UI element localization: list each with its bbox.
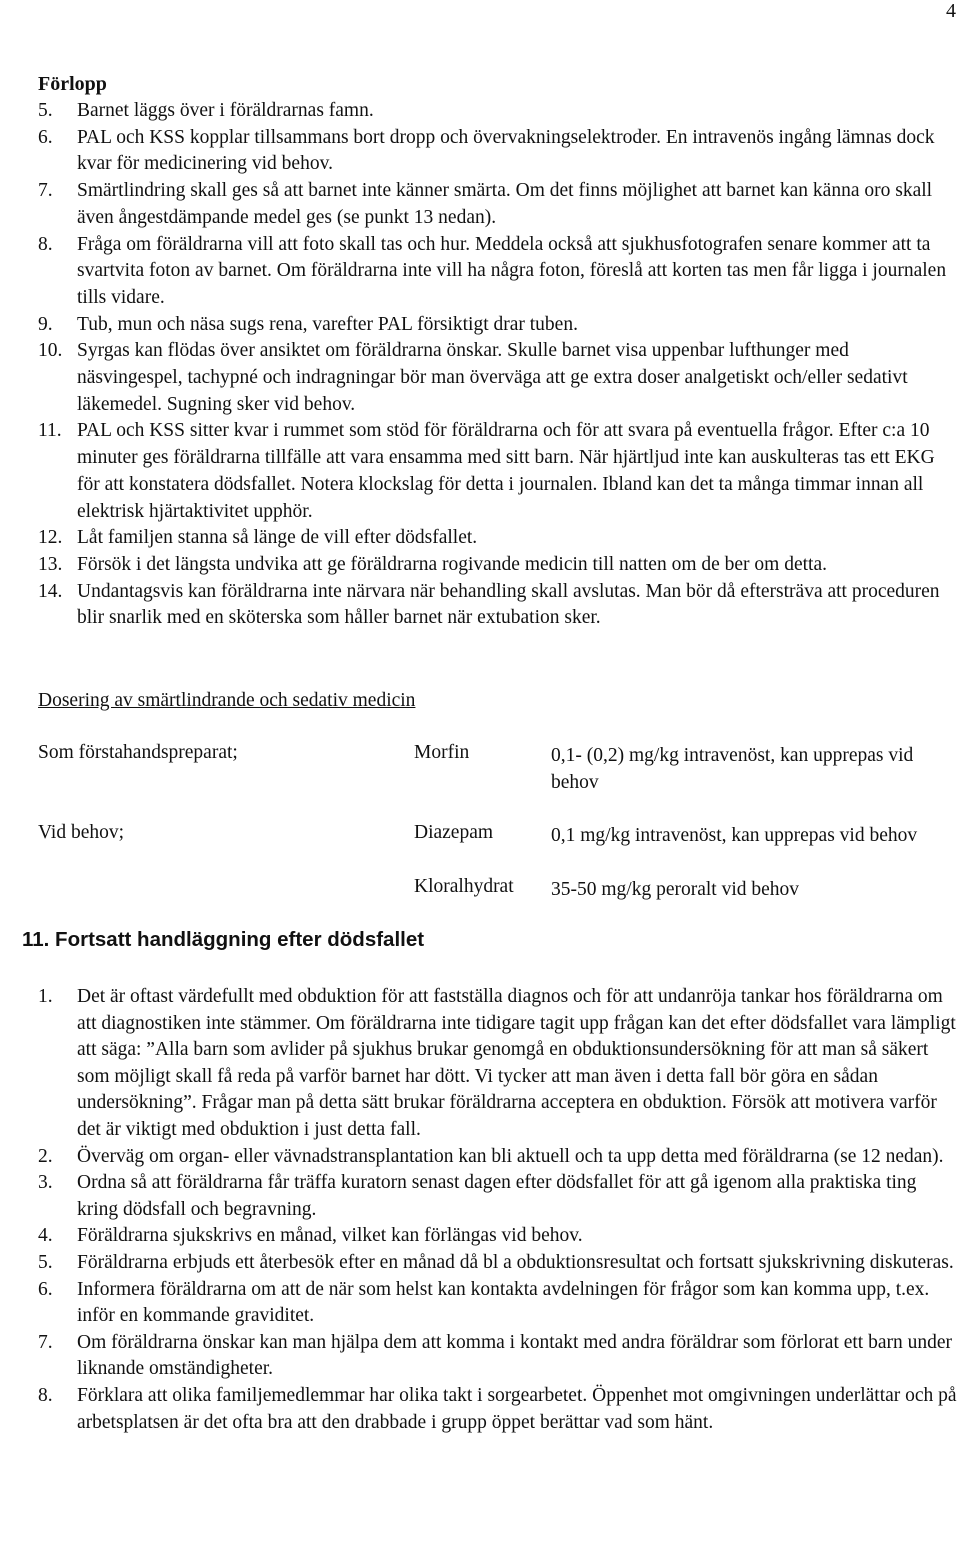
item-number: 4. [38, 1225, 53, 1247]
list-item [38, 552, 958, 579]
list-item [38, 125, 958, 178]
dose-category: Vid behov; [38, 822, 125, 843]
item-text: Försök i det längsta undvika att ge föräldrarna rogivande medicin till natten om de ber om detta. [77, 553, 827, 575]
item-number: 3. [38, 1172, 53, 1194]
list-item [38, 525, 958, 552]
item-number: 9. [38, 313, 53, 335]
item-text: Smärtlindring skall ges så att barnet inte känner smärta. Om det finns möjlighet att barnet kan känna oro skall även ångestdämpande medel ges (se punkt 13 nedan). [77, 180, 933, 228]
item-text: PAL och KSS kopplar tillsammans bort dropp och övervakningselektroder. En intravenös ingång lämnas dock kvar för medicinering vid behov. [77, 126, 935, 175]
list-item [38, 178, 958, 231]
list-item [38, 579, 958, 632]
item-number: 6. [38, 126, 53, 148]
list-item [38, 1223, 958, 1250]
item-text: Om föräldrarna önskar kan man hjälpa dem att komma i kontakt med andra föräldrar som förlorat ett barn under liknande omständigheter. [77, 1331, 953, 1380]
section-heading [0, 928, 424, 952]
dose-drug: Kloralhydrat [414, 876, 514, 897]
item-number: 12. [38, 527, 63, 549]
item-number: 13. [38, 553, 63, 575]
list-item [38, 1250, 958, 1277]
item-text: Tub, mun och näsa sugs rena, varefter PAL försiktigt drar tuben. [77, 313, 578, 335]
forlopp-heading: Förlopp [38, 73, 107, 95]
item-text: Låt familjen stanna så länge de vill efter dödsfallet. [77, 527, 478, 549]
item-number: 8. [38, 1384, 53, 1406]
item-text: Informera föräldrarna om att de när som helst kan kontakta avdelningen för frågor som kan komma upp, t.ex. inför en kommande graviditet. [77, 1278, 930, 1327]
section11-list [38, 984, 958, 1436]
item-number: 7. [38, 1331, 53, 1353]
dose-amount: 0,1 mg/kg intravenöst, kan upprepas vid behov [551, 825, 918, 846]
dosing-row [38, 822, 958, 876]
list-item [38, 1330, 958, 1383]
item-text: Ordna så att föräldrarna får träffa kuratorn senast dagen efter dödsfallet för att gå igenom alla praktiska ting kring dödsfall och begravning. [77, 1172, 917, 1220]
item-number: 8. [38, 233, 53, 255]
item-number: 7. [38, 180, 53, 202]
item-text: Det är oftast värdefullt med obduktion för att fastställa diagnos och för att undanröja tankar hos föräldrarna om att diagnostiken inte stämmer. Om föräldrarna inte tidigare tagit upp frågan kan det efter dödsfallet vara lämpligt att säga: ”Alla barn som avlider på sjukhus brukar genomgå en obduktionsundersökning för att man så säkert som möjligt skall få reda på varför barnet har dött. Vi tycker att man även i detta fall bör göra en sådan undersökning”. Frågar man på detta sätt brukar föräldrarna acceptera en obduktion. Försök att motivera varför det är viktigt med obduktion i just detta fall. [77, 986, 956, 1140]
dosing-row [38, 876, 958, 903]
item-number: 5. [38, 1251, 53, 1273]
item-text: Syrgas kan flödas över ansiktet om föräldrarna önskar. Skulle barnet visa uppenbar lufthunger med näsvingespel, tachypné och indragningar bör man överväga att ge extra doser analgetiskt och/eller sedativt läkemedel. Sugning sker vid behov. [77, 340, 908, 415]
list-item [38, 984, 958, 1144]
list-item [38, 1144, 958, 1171]
item-number: 11. [38, 420, 62, 442]
item-text: Föräldrarna erbjuds ett återbesök efter en månad då bl a obduktionsresultat och fortsatt sjukskrivning diskuteras. [77, 1251, 954, 1273]
item-number: 10. [38, 340, 63, 362]
dose-drug: Diazepam [414, 822, 494, 843]
dosing-table [38, 742, 958, 903]
dosing-title: Dosering av smärtlindrande och sedativ medicin [38, 690, 416, 711]
list-item [38, 232, 958, 312]
dose-category: Som förstahandspreparat; [38, 742, 238, 763]
item-number: 5. [38, 100, 53, 121]
list-item [38, 312, 958, 339]
item-text: Överväg om organ- eller vävnadstransplantation kan bli aktuell och ta upp detta med föräldrarna (se 12 nedan). [77, 1145, 944, 1167]
list-item [38, 338, 958, 418]
item-text: Förklara att olika familjemedlemmar har olika takt i sorgearbetet. Öppenhet mot omgivningen underlättar och på arbetsplatsen är det ofta bra att den drabbade i grupp öppet berättar vad som hänt. [77, 1384, 957, 1433]
item-text: Barnet läggs över i föräldrarnas famn. [77, 100, 374, 121]
list-item [38, 1383, 958, 1436]
item-text: PAL och KSS sitter kvar i rummet som stöd för föräldrarna och för att svara på eventuella frågor. Efter c:a 10 minuter ges föräldrarna tillfälle att vara ensamma med sitt barn. När hjärtljud inte kan auskulteras tas ett EKG för att konstatera dödsfallet. Notera klockslag för detta i journalen. Ibland kan det ta många timmar innan all elektrisk hjärtaktivitet upphör. [77, 420, 935, 522]
item-text: Fråga om föräldrarna vill att foto skall tas och hur. Meddela också att sjukhusfotografen senare kommer att ta svartvita foton av barnet. Om föräldrarna inte vill ha några foton, föreslå att korten tas men får ligga i journalen tills vidare. [77, 233, 947, 308]
item-text: Undantagsvis kan föräldrarna inte närvara när behandling skall avslutas. Man bör då eftersträva att proceduren blir snarlik med en sköterska som håller barnet när extubation sker. [77, 580, 940, 629]
dosing-row [38, 742, 958, 822]
dose-amount: 0,1- (0,2) mg/kg intravenöst, kan upprepas vid behov [551, 745, 914, 793]
dose-amount: 35-50 mg/kg peroralt vid behov [551, 879, 800, 900]
list-item [38, 1277, 958, 1330]
item-number: 1. [38, 986, 53, 1007]
list-item [38, 1170, 958, 1223]
item-number: 2. [38, 1145, 53, 1167]
list-item [38, 98, 958, 125]
item-number: 6. [38, 1278, 53, 1300]
list-item [38, 418, 958, 525]
section-title: 11. Fortsatt handläggning efter dödsfallet [22, 928, 425, 951]
dose-drug: Morfin [414, 742, 470, 763]
forlopp-list [38, 98, 958, 632]
item-number: 14. [38, 580, 63, 602]
page-number: 4 [946, 0, 956, 22]
item-text: Föräldrarna sjukskrivs en månad, vilket kan förlängas vid behov. [77, 1225, 583, 1247]
